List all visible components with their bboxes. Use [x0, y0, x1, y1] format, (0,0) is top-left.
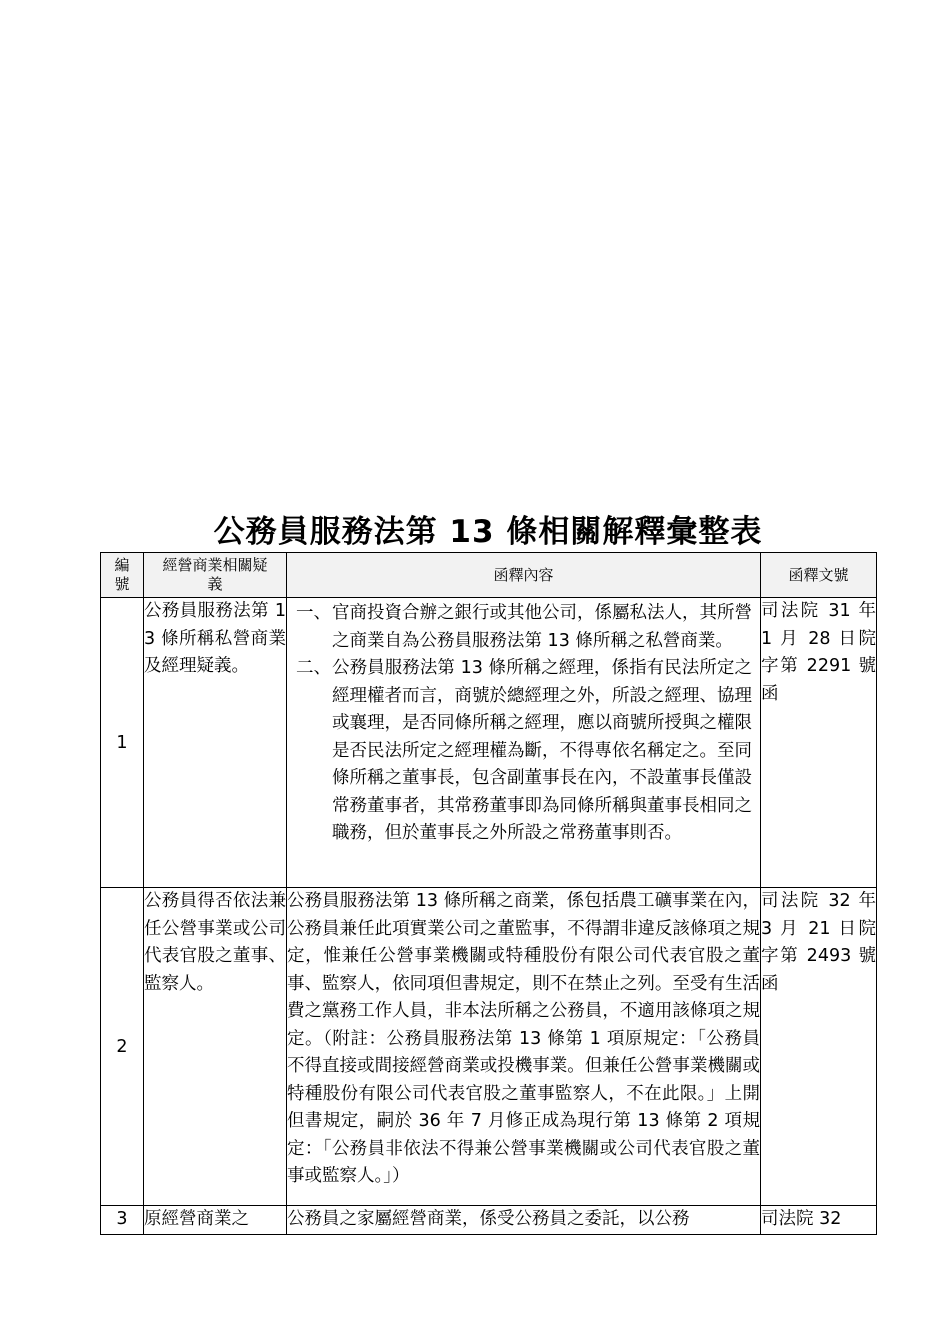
list-item: [296, 655, 752, 848]
row-number: 2: [101, 888, 144, 1206]
page-title: 公務員服務法第 13 條相關解釋彙整表: [213, 514, 763, 550]
list-item-text: 公務員服務法第 13 條所稱之經理，係指有民法所定之經理權者而言，商號於總經理之外，所設之經理、協理或襄理，是否同條所稱之經理，應以商號所授與之權限是否民法所定之經理權為斷，不得專依名稱定之。至同條所稱之董事長，包含副董事長在內，不設董事長僅設常務董事者，其常務董事即為同條所稱與董事長相同之職務，但於董事長之外所設之常務董事則否。: [332, 658, 752, 843]
row-ref: 司法院 31 年 1 月 28 日院字第 2291 號函: [761, 598, 877, 888]
table-row: [101, 598, 877, 888]
header-no: 編號: [101, 553, 144, 598]
table-header-row: [101, 553, 877, 598]
row-number: 3: [101, 1206, 144, 1235]
header-ref: 函釋文號: [761, 553, 877, 598]
row-content: 公務員之家屬經營商業，係受公務員之委託，以公務: [287, 1206, 761, 1235]
row-number: 1: [101, 598, 144, 888]
row-content: 公務員服務法第 13 條所稱之商業，係包括農工礦事業在內，公務員兼任此項實業公司之董監事，不得謂非違反該條項之規定，惟兼任公營事業機關或特種股份有限公司代表官股之董事、監察人，依同項但書規定，則不在禁止之列。至受有生活費之黨務工作人員，非本法所稱之公務員，不適用該條項之規定。（附註：公務員服務法第 13 條第 1 項原規定：「公務員不得直接或間接經營商業或投機事業。但兼任公營事業機關或特種股份有限公司代表官股之董事監察人，不在此限。」上開但書規定，嗣於 36 年 7 月修正成為現行第 13 條第 2 項規定：「公務員非依法不得兼公營事業機關或公司代表官股之董事或監察人。」）: [287, 888, 761, 1206]
header-question: 經營商業相關疑義: [144, 553, 287, 598]
row-question: 公務員得否依法兼任公營事業或公司代表官股之董事、監察人。: [144, 888, 287, 1206]
row-question: 原經營商業之: [144, 1206, 287, 1235]
list-marker: 一、: [296, 603, 331, 623]
row-ref: 司法院 32: [761, 1206, 877, 1235]
list-item-text: 官商投資合辦之銀行或其他公司，係屬私法人，其所營之商業自為公務員服務法第 13 條所稱之私營商業。: [332, 603, 752, 651]
row-content: [287, 598, 761, 888]
interpretation-table: [100, 552, 877, 1235]
list-marker: 二、: [296, 658, 331, 678]
list-item: [296, 600, 752, 655]
row-ref: 司法院 32 年 3 月 21 日院字第 2493 號函: [761, 888, 877, 1206]
table-row: [101, 888, 877, 1206]
table-row: [101, 1206, 877, 1235]
header-content: 函釋內容: [287, 553, 761, 598]
row-question: 公務員服務法第 13 條所稱私營商業及經理疑義。: [144, 598, 287, 888]
